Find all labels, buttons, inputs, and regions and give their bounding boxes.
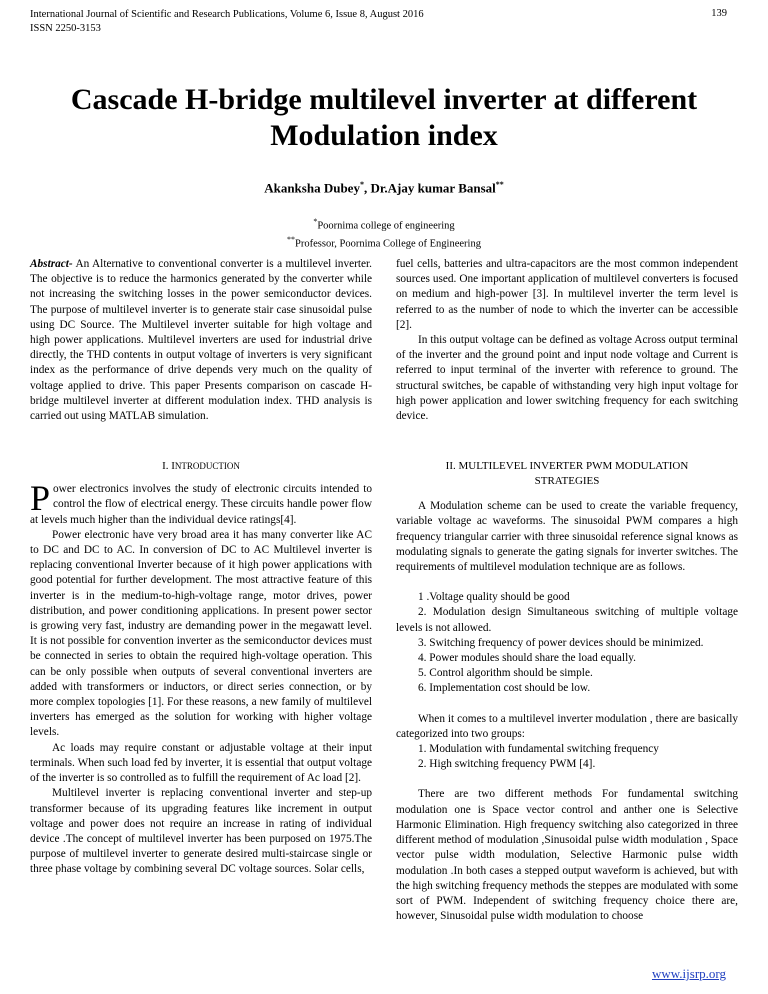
running-header: [30, 8, 424, 36]
section-2-line-1: II. MULTILEVEL INVERTER PWM MODULATION: [445, 460, 689, 473]
affiliation-1: [0, 215, 768, 233]
list-item: 1. Modulation with fundamental switching frequency: [418, 743, 659, 756]
author-1-mark: *: [359, 180, 364, 189]
paper-title: [0, 82, 768, 154]
author-separator: ,: [363, 180, 371, 196]
affiliation-2-mark: **: [287, 234, 296, 244]
list-item: 2. Modulation design Simultaneous switching of multiple voltage levels is not allowed.: [396, 606, 738, 634]
drop-cap: P: [30, 478, 51, 519]
author-1: Akanksha Dubey: [264, 180, 360, 196]
left-column: [30, 257, 372, 878]
abstract: [30, 257, 372, 424]
section-heading-modulation: [396, 459, 738, 489]
right-paragraph-1: fuel cells, batteries and ultra-capacitors are the most common independent sources used. One important application of multilevel converters is focused on medium and high-power [3]. In multilevel inverter the term level is referred to as the number of node to which the inverter can be accessible [2].: [396, 258, 738, 331]
requirements-list: [396, 590, 738, 696]
affiliations: [0, 215, 768, 250]
modulation-paragraph-2: When it comes to a multilevel inverter modulation , there are basically categorized into two groups:: [396, 712, 738, 740]
section-2-line-2: STRATEGIES: [534, 475, 600, 488]
list-item: 1 .Voltage quality should be good: [418, 591, 570, 604]
abstract-label: Abstract-: [30, 258, 73, 270]
affiliation-2: [0, 233, 768, 251]
author-2: Dr.Ajay kumar Bansal: [370, 180, 496, 196]
list-item: 2. High switching frequency PWM [4].: [418, 758, 596, 771]
list-item: 4. Power modules should share the load equally.: [418, 652, 636, 665]
intro-paragraph-2: Power electronic have very broad area it has many converter like AC to DC and DC to AC. In conversion of DC to AC Multilevel inverter is replacing conventional Inverter because of it high power applications with good potential for further development. The most attractive feature of this inverter is in the medium-to-high-voltage range, motor drives, power distribution, and power conditioning applications. In present power sector is growing very fast, industry are demanding power in the megawatt level. It is not possible for convention inverter as the semiconductor devices must be connected in series to obtain the required high-voltage operation. This can be only possible when outputs of several conventional inverters are added with transformers or inductors, or direct series connection, or by more complex topologies [1]. For these reasons, a new family of multilevel inverters has emerged as the solution for working with higher voltage levels.: [30, 528, 372, 739]
page-number: 139: [711, 8, 727, 19]
affiliation-1-text: Poornima college of engineering: [317, 220, 455, 232]
intro-paragraph-4: Multilevel inverter is replacing conventional inverter and step-up transformer because of its upgrading features like increment in output voltage and power does not require an increase in rating of individual device .The concept of multilevel inverter has been purposed on 1975.The purpose of multilevel inverter to generate desired multi-staircase single or three phase voltage by combining several DC voltage sources. Solar cells,: [30, 787, 372, 876]
abstract-text: An Alternative to conventional converter is a multilevel inverter. The objective is to reduce the harmonics generated by the converter while not increasing the switching losses in the power semiconductor devices. The purpose of multilevel inverter is to generate stair case sinusoidal pulse using DC Source. The Multilevel inverter suitable for high voltage and high power applications. Multilevel inverters are used for industrial drive directly, the THD contents in output voltage of inverters is very significant index as the performance of drive depends very much on the quality of voltage applied to drive. This paper Presents comparison on cascade H-bridge multilevel inverter at different modulation index. THD analysis is carried out using MATLAB simulation.: [30, 258, 372, 423]
modulation-paragraph-1: A Modulation scheme can be used to create the variable frequency, variable voltage ac waveforms. The sinusoidal PWM compares a high frequency triangular carrier with three sinusoidal reference signal knows as modulating signals to generate the gating signals for inverter switches. The requirements of multilevel modulation technique are as follows.: [396, 500, 738, 574]
author-2-mark: **: [495, 180, 504, 189]
journal-website-link[interactable]: www.ijsrp.org: [651, 966, 726, 981]
list-item: 5. Control algorithm should be simple.: [418, 667, 593, 680]
title-line-2: Modulation index: [270, 119, 498, 152]
affiliation-2-text: Professor, Poornima College of Engineering: [295, 238, 481, 249]
intro-paragraph-3: Ac loads may require constant or adjustable voltage at their input terminals. When such load fed by inverter, it is essential that output voltage of the inverter is so controlled as to fulfill the requirement of Ac load [2].: [30, 741, 372, 785]
right-paragraph-2: In this output voltage can be defined as voltage Across output terminal of the inverter and the ground point and input node voltage and Current is referred to input terminal of the inverter with reference to ground. The structural switches, be capable of withstanding very high input voltage for high power application and lower switching frequency for each switching device.: [396, 334, 738, 423]
list-item: 3. Switching frequency of power devices should be minimized.: [418, 636, 704, 649]
right-column: [396, 257, 738, 924]
section-heading-introduction: I. INTRODUCTION: [162, 460, 240, 473]
authors: [0, 180, 768, 196]
affiliation-1-mark: *: [313, 217, 318, 226]
title-line-1: Cascade H-bridge multilevel inverter at different: [70, 83, 698, 116]
list-item: 6. Implementation cost should be low.: [418, 682, 591, 695]
modulation-paragraph-3: There are two different methods For fundamental switching modulation one is Space vector control and anther one is Selective Harmonic Elimination. High frequency switching also categorized in three different method of modulation ,Sinusoidal pulse width modulation , Space vector pulse width modulation, Selective Harmonic pulse width modulation .In both cases a stepped output waveform is achieved, but with the high switching frequency methods the steppes are modulated with some sort of PWM. Independent of switching frequency choice there are, however, Sinusoidal pulse width modulation to choose: [396, 788, 738, 923]
intro-paragraph-1: Power electronics involves the study of electronic circuits intended to control the flow of electrical energy. These circuits handle power flow at levels much higher than the individual device ratings[4].: [30, 478, 372, 526]
issn: ISSN 2250-3153: [30, 23, 101, 34]
journal-name: International Journal of Scientific and Research Publications, Volume 6, Issue 8, August 2016: [30, 9, 424, 20]
groups-list: [396, 742, 738, 772]
